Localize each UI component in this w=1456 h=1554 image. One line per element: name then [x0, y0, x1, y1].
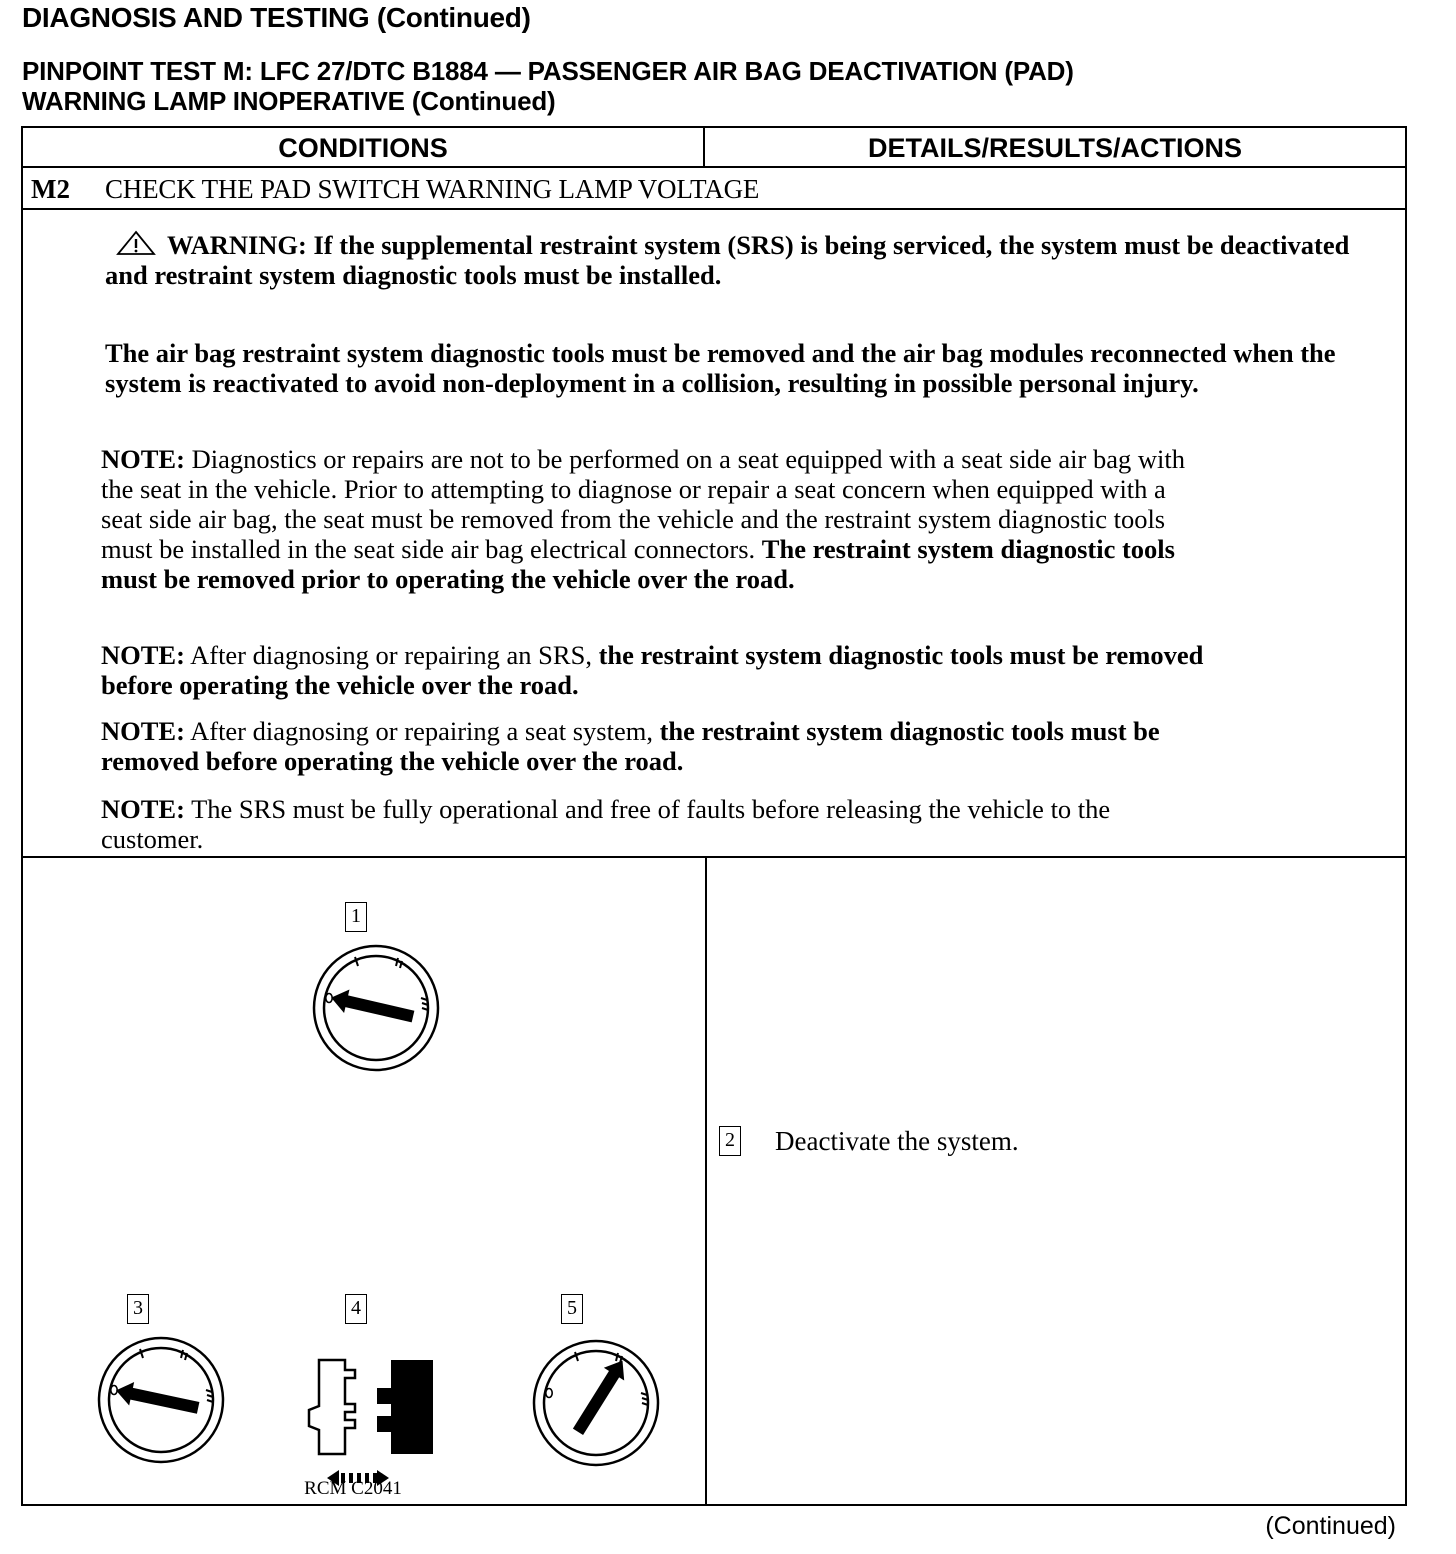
warning-text: WARNING: If the supplemental restraint system (SRS) is being serviced, the system must be deactivated and restraint system diagnostic tools must be installed. [105, 230, 1350, 290]
step-row [23, 168, 1405, 210]
warning-area [23, 210, 1405, 858]
callout-1: 1 [345, 902, 367, 932]
test-title-line1: PINPOINT TEST M: LFC 27/DTC B1884 — PASSENGER AIR BAG DEACTIVATION (PAD) [22, 56, 1074, 86]
note-text: Diagnostics or repairs are not to be performed on a seat equipped with a seat side air bag with the seat in the vehicle. Prior to attempting to diagnose or repair a seat concern when equipped with a seat side air bag, the seat must be removed from the vehicle and the restraint system diagnostic tools must be installed in the seat side air bag electrical connectors. [101, 444, 1185, 564]
illustration-cell [23, 858, 707, 1504]
ignition-dial-1 [314, 946, 438, 1070]
details-header: DETAILS/RESULTS/ACTIONS [705, 128, 1405, 168]
note-label: NOTE: [101, 716, 185, 746]
page-heading: DIAGNOSIS AND TESTING (Continued) [22, 2, 531, 33]
callout-3: 3 [127, 1294, 149, 1324]
note-1 [101, 444, 1211, 594]
note-emphasis: the restraint system diagnostic tools must be removed before operating the vehicle over the road. [101, 640, 1204, 700]
test-title [22, 56, 1074, 116]
figure-code: RCM C2041 [304, 1478, 402, 1499]
ignition-dial-5 [534, 1341, 658, 1465]
note-emphasis: The restraint system diagnostic tools must be removed prior to operating the vehicle over the road. [101, 534, 1175, 594]
step-title: CHECK THE PAD SWITCH WARNING LAMP VOLTAGE [105, 174, 760, 204]
note-4 [101, 794, 1211, 854]
note-3 [101, 716, 1211, 776]
note-text: After diagnosing or repairing an SRS, [184, 640, 599, 670]
callout-5: 5 [561, 1294, 583, 1324]
action-cell [707, 858, 1405, 1504]
note-label: NOTE: [101, 640, 185, 670]
step-id: M2 [31, 174, 70, 204]
note-label: NOTE: [101, 444, 185, 474]
pinpoint-test-table [21, 126, 1407, 1506]
note-2 [101, 640, 1211, 700]
warning-triangle-icon [115, 230, 157, 256]
conditions-header: CONDITIONS [23, 128, 705, 168]
continued-footer: (Continued) [1265, 1512, 1396, 1540]
note-label: NOTE: [101, 794, 185, 824]
callout-4: 4 [345, 1294, 367, 1324]
warning-paragraph-2: The air bag restraint system diagnostic tools must be removed and the air bag modules reconnected when the system is reactivated to avoid non-deployment in a collision, resulting in possible personal injury. [105, 338, 1336, 398]
note-text: After diagnosing or repairing a seat system, [184, 716, 660, 746]
note-text: The SRS must be fully operational and free of faults before releasing the vehicle to the customer. [101, 794, 1111, 854]
warning-paragraph [105, 230, 1365, 290]
note-emphasis: the restraint system diagnostic tools must be removed before operating the vehicle over the road. [101, 716, 1160, 776]
action-callout-2: 2 [719, 1126, 741, 1156]
ignition-figure [23, 858, 703, 1504]
ignition-dial-3 [99, 1338, 223, 1462]
connector-icon [309, 1360, 433, 1454]
action-text: Deactivate the system. [775, 1126, 1019, 1156]
test-title-line2: WARNING LAMP INOPERATIVE (Continued) [22, 86, 556, 116]
